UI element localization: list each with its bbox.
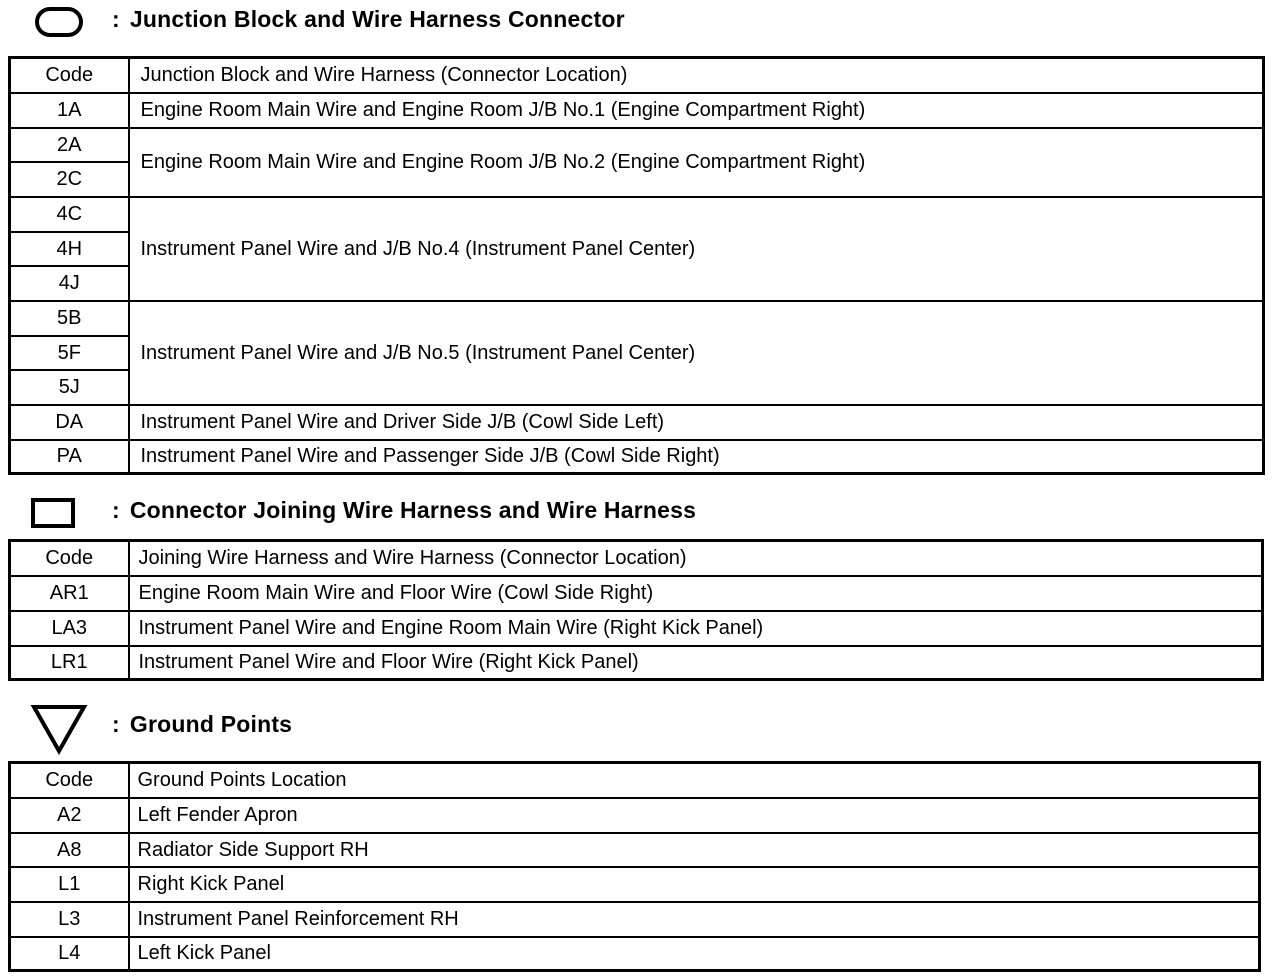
table-row bbox=[10, 405, 1264, 440]
connector-joining-table bbox=[8, 539, 1264, 681]
table-row bbox=[10, 798, 1260, 833]
table-row bbox=[10, 197, 1264, 232]
ground-points-table bbox=[8, 761, 1261, 972]
table-row bbox=[10, 902, 1260, 937]
desc-cell: Engine Room Main Wire and Floor Wire (Cowl Side Right) bbox=[129, 576, 1263, 611]
table-row bbox=[10, 646, 1263, 680]
code-cell: 4J bbox=[10, 266, 129, 301]
desc-cell: Instrument Panel Reinforcement RH bbox=[129, 902, 1260, 937]
separator: : bbox=[112, 6, 120, 32]
code-cell: PA bbox=[10, 440, 129, 474]
desc-cell: Instrument Panel Wire and Floor Wire (Right Kick Panel) bbox=[129, 646, 1263, 680]
code-cell: LR1 bbox=[10, 646, 129, 680]
table-header-row bbox=[10, 58, 1264, 93]
rectangle-icon bbox=[30, 497, 76, 529]
table-row bbox=[10, 440, 1264, 474]
desc-header: Junction Block and Wire Harness (Connector Location) bbox=[129, 58, 1264, 93]
code-cell: DA bbox=[10, 405, 129, 440]
desc-cell: Left Kick Panel bbox=[129, 937, 1260, 971]
code-cell: 4C bbox=[10, 197, 129, 232]
table-row bbox=[10, 611, 1263, 646]
desc-cell: Engine Room Main Wire and Engine Room J/B No.2 (Engine Compartment Right) bbox=[129, 128, 1264, 197]
desc-cell: Instrument Panel Wire and Passenger Side J/B (Cowl Side Right) bbox=[129, 440, 1264, 474]
separator: : bbox=[112, 497, 120, 523]
desc-cell: Instrument Panel Wire and Driver Side J/B (Cowl Side Left) bbox=[129, 405, 1264, 440]
section-title-text: Connector Joining Wire Harness and Wire Harness bbox=[129, 497, 697, 523]
triangle-down-icon bbox=[30, 703, 88, 755]
desc-cell: Instrument Panel Wire and Engine Room Main Wire (Right Kick Panel) bbox=[129, 611, 1263, 646]
code-cell: L1 bbox=[10, 867, 129, 902]
table-row bbox=[10, 867, 1260, 902]
table-header-row bbox=[10, 763, 1260, 798]
desc-header: Joining Wire Harness and Wire Harness (Connector Location) bbox=[129, 541, 1263, 576]
code-cell: A8 bbox=[10, 833, 129, 867]
code-cell: 5B bbox=[10, 301, 129, 336]
desc-cell: Radiator Side Support RH bbox=[129, 833, 1260, 867]
code-header: Code bbox=[10, 58, 129, 93]
table-row bbox=[10, 128, 1264, 162]
desc-cell: Engine Room Main Wire and Engine Room J/B No.1 (Engine Compartment Right) bbox=[129, 93, 1264, 128]
code-header: Code bbox=[10, 763, 129, 798]
code-cell: A2 bbox=[10, 798, 129, 833]
table-row bbox=[10, 301, 1264, 336]
table-row bbox=[10, 576, 1263, 611]
rounded-rectangle-icon bbox=[34, 6, 84, 38]
table-row bbox=[10, 93, 1264, 128]
separator: : bbox=[112, 711, 120, 737]
code-cell: 5F bbox=[10, 336, 129, 370]
code-header: Code bbox=[10, 541, 129, 576]
desc-cell: Instrument Panel Wire and J/B No.4 (Instrument Panel Center) bbox=[129, 197, 1264, 301]
desc-cell: Right Kick Panel bbox=[129, 867, 1260, 902]
code-cell: 4H bbox=[10, 232, 129, 266]
code-cell: 2A bbox=[10, 128, 129, 162]
code-cell: 1A bbox=[10, 93, 129, 128]
code-cell: L3 bbox=[10, 902, 129, 937]
table-row bbox=[10, 833, 1260, 867]
code-cell: L4 bbox=[10, 937, 129, 971]
section-title-text: Ground Points bbox=[129, 711, 293, 737]
section-title-text: Junction Block and Wire Harness Connector bbox=[129, 6, 625, 32]
table-row bbox=[10, 937, 1260, 971]
junction-block-table bbox=[8, 56, 1265, 475]
desc-cell: Left Fender Apron bbox=[129, 798, 1260, 833]
section-title bbox=[112, 713, 292, 736]
table-header-row bbox=[10, 541, 1263, 576]
section-title bbox=[112, 499, 696, 522]
code-cell: 2C bbox=[10, 162, 129, 197]
desc-cell: Instrument Panel Wire and J/B No.5 (Instrument Panel Center) bbox=[129, 301, 1264, 405]
desc-header: Ground Points Location bbox=[129, 763, 1260, 798]
code-cell: LA3 bbox=[10, 611, 129, 646]
code-cell: 5J bbox=[10, 370, 129, 405]
code-cell: AR1 bbox=[10, 576, 129, 611]
section-title bbox=[112, 8, 625, 31]
